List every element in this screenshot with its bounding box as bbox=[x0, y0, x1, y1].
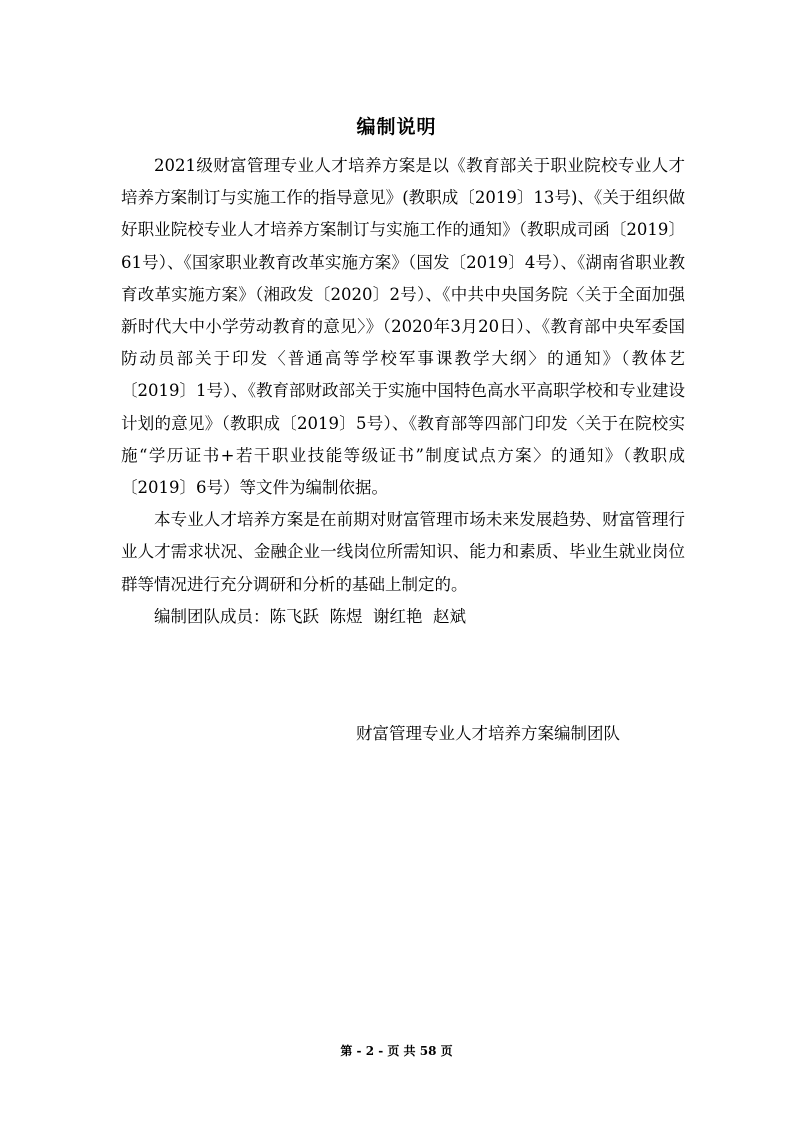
paragraph-basis: 2021级财富管理专业人才培养方案是以《教育部关于职业院校专业人才培养方案制订与实施工作的指导意见》(教职成〔2019〕13号)、《关于组织做好职业院校专业人才培养方案制订与实施工作的通知》（教职成司函〔2019〕61号）、《国家职业教育改革实施方案》（国发〔2019〕4号）、《湖南省职业教育改革实施方案》（湘政发〔2020〕2号）、《中共中央国务院〈关于全面加强新时代大中小学劳动教育的意见〉》（2020年3月20日）、《教育部中央军委国防动员部关于印发〈普通高等学校军事课教学大纲〉的通知》（教体艺〔2019〕1号）、《教育部财政部关于实施中国特色高水平高职学校和专业建设计划的意见》（教职成〔2019〕5号）、《教育部等四部门印发〈关于在院校实施“学历证书+若干职业技能等级证书”制度试点方案〉的通知》（教职成〔2019〕6号）等文件为编制依据。 bbox=[121, 156, 685, 498]
team-label: 编制团队成员： bbox=[154, 606, 270, 626]
team-members: 陈飞跃 陈煜 谢红艳 赵斌 bbox=[269, 606, 466, 626]
signature: 财富管理专业人才培养方案编制团队 bbox=[356, 724, 620, 743]
paragraph-research: 本专业人才培养方案是在前期对财富管理市场未来发展趋势、财富管理行业人才需求状况、金融企业一线岗位所需知识、能力和素质、毕业生就业岗位群等情况进行充分调研和分析的基础上制定的。 bbox=[121, 510, 685, 594]
team-members-line bbox=[121, 601, 685, 633]
document-body bbox=[121, 150, 685, 633]
page-footer: 第 - 2 - 页 共 58 页 bbox=[340, 1044, 453, 1058]
document-title: 编制说明 bbox=[356, 116, 437, 138]
